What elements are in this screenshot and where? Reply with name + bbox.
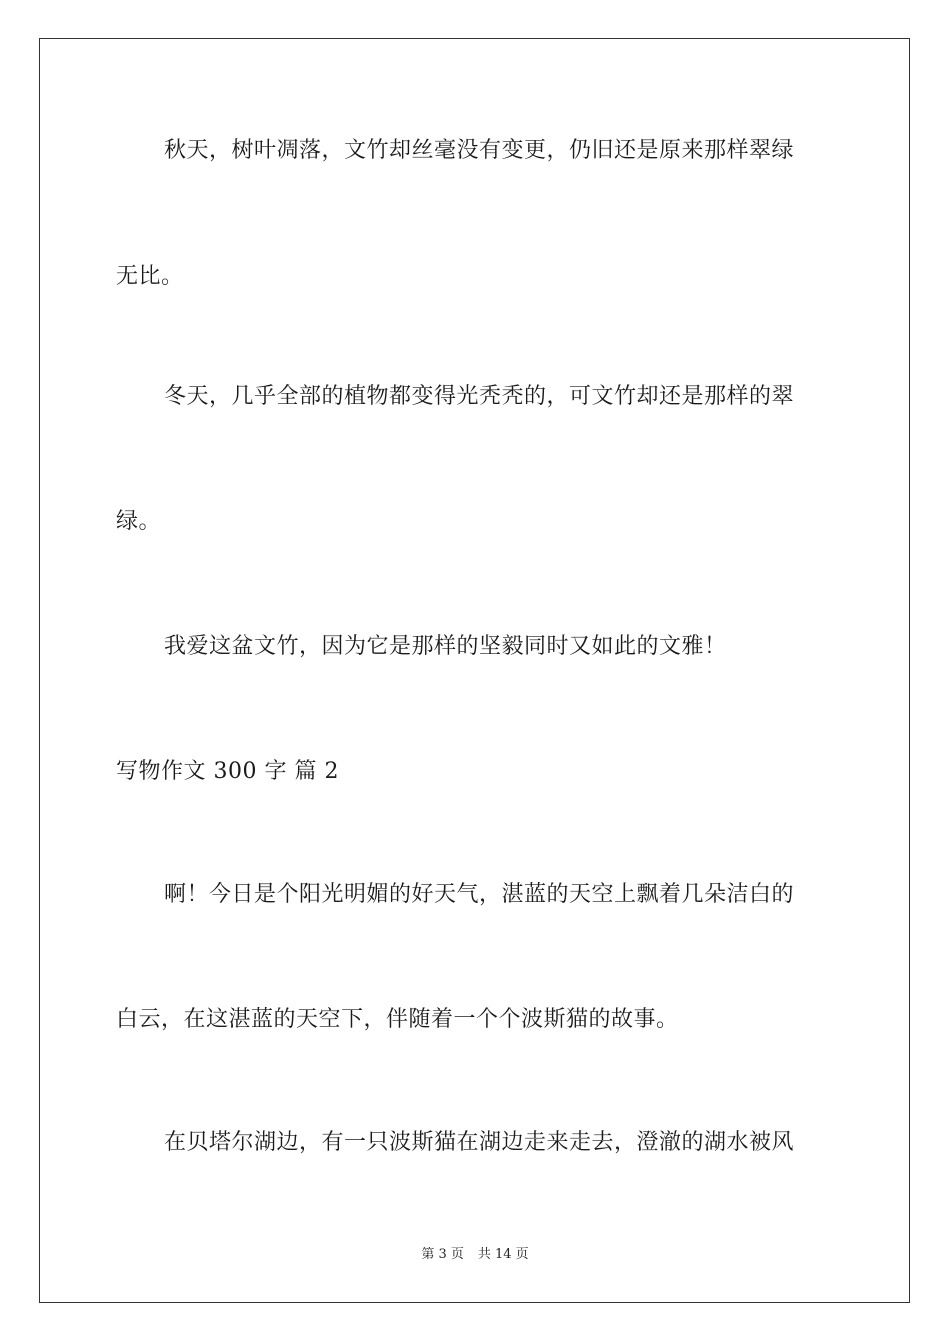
paragraph-line: 无比。	[116, 264, 184, 289]
paragraph-line: 我爱这盆文竹，因为它是那样的坚毅同时又如此的文雅！	[164, 634, 727, 659]
page-footer	[0, 1246, 950, 1264]
paragraph-line: 冬天，几乎全部的植物都变得光秃秃的，可文竹却还是那样的翠	[164, 384, 795, 409]
paragraph-line: 白云，在这湛蓝的天空下，伴随着一个个波斯猫的故事。	[116, 1007, 679, 1032]
paragraph-line: 啊！今日是个阳光明媚的好天气，湛蓝的天空上飘着几朵洁白的	[164, 882, 795, 907]
paragraph-line: 在贝塔尔湖边，有一只波斯猫在湖边走来走去，澄澈的湖水被风	[164, 1130, 795, 1155]
paragraph-line: 秋天，树叶凋落，文竹却丝毫没有变更，仍旧还是原来那样翠绿	[164, 138, 795, 163]
paragraph-line: 绿。	[116, 509, 162, 534]
section-heading: 写物作文 300 字 篇 2	[116, 759, 339, 784]
page-border	[39, 38, 910, 1303]
page-number: 第 3 页	[421, 1247, 464, 1262]
page-total: 共 14 页	[477, 1247, 529, 1262]
